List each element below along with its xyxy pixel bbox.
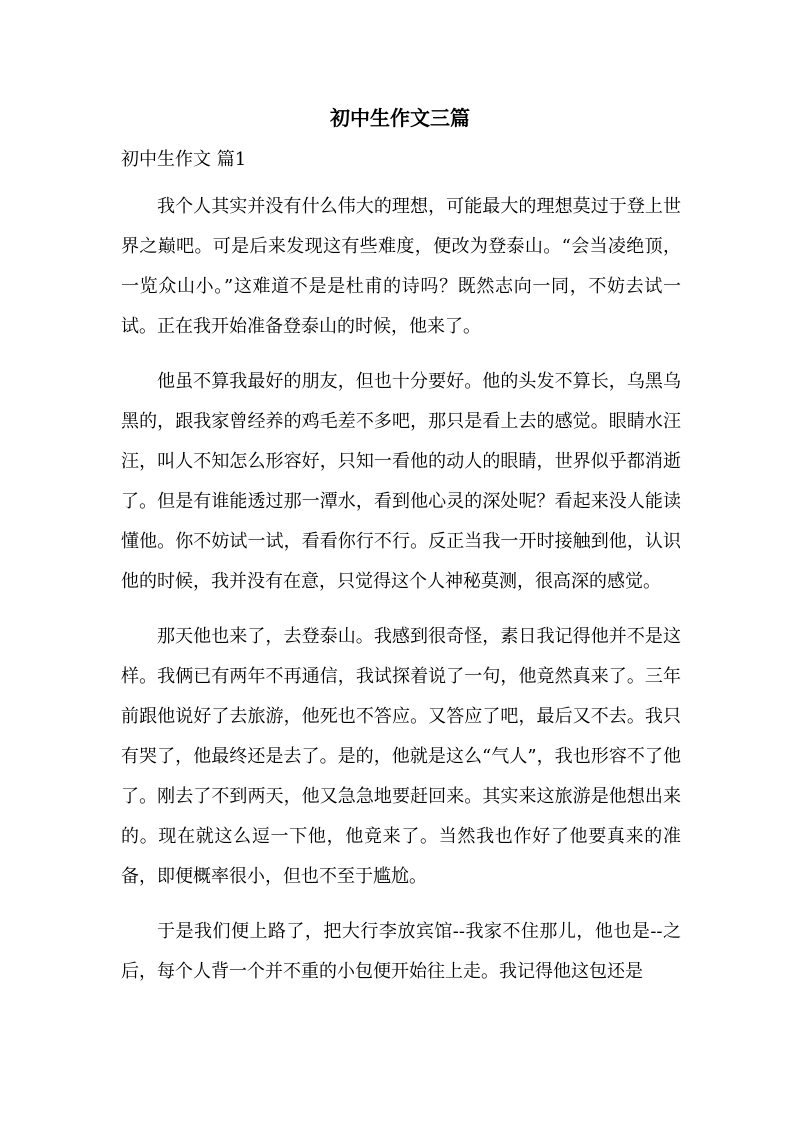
section-heading: 初中生作文 篇1 — [121, 149, 247, 170]
document-title: 初中生作文三篇 — [330, 106, 470, 130]
essay-body — [121, 187, 681, 1007]
paragraph-2: 他虽不算我最好的朋友，但也十分要好。他的头发不算长，乌黑乌黑的，跟我家曾经养的鸡毛差不多吧，那只是看上去的感觉。眼睛水汪汪，叫人不知怎么形容好，只知一看他的动人的眼睛，世界似乎都消逝了。但是有谁能透过那一潭水，看到他心灵的深处呢？看起来没人能读懂他。你不妨试一试，看看你行不行。反正当我一开时接触到他，认识他的时候，我并没有在意，只觉得这个人神秘莫测，很高深的感觉。 — [121, 371, 681, 592]
paragraph-3: 那天他也来了，去登泰山。我感到很奇怪，素日我记得他并不是这样。我俩已有两年不再通信，我试探着说了一句，他竟然真来了。三年前跟他说好了去旅游，他死也不答应。又答应了吧，最后又不去。我只有哭了，他最终还是去了。是的，他就是这么“气人”，我也形容不了他了。刚去了不到两天，他又急急地要赶回来。其实来这旅游是他想出来的。现在就这么逗一下他，他竟来了。当然我也作好了他要真来的准备，即便概率很小，但也不至于尴尬。 — [121, 626, 681, 887]
paragraph-1: 我个人其实并没有什么伟大的理想，可能最大的理想莫过于登上世界之巅吧。可是后来发现这有些难度，便改为登泰山。“会当凌绝顶，一览众山小。”这难道不是是杜甫的诗吗？既然志向一同，不妨去试一试。正在我开始准备登泰山的时候，他来了。 — [121, 196, 681, 337]
paragraph-4: 于是我们便上路了，把大行李放宾馆--我家不住那儿，他也是--之后，每个人背一个并不重的小包便开始往上走。我记得他这包还是 — [121, 921, 681, 982]
